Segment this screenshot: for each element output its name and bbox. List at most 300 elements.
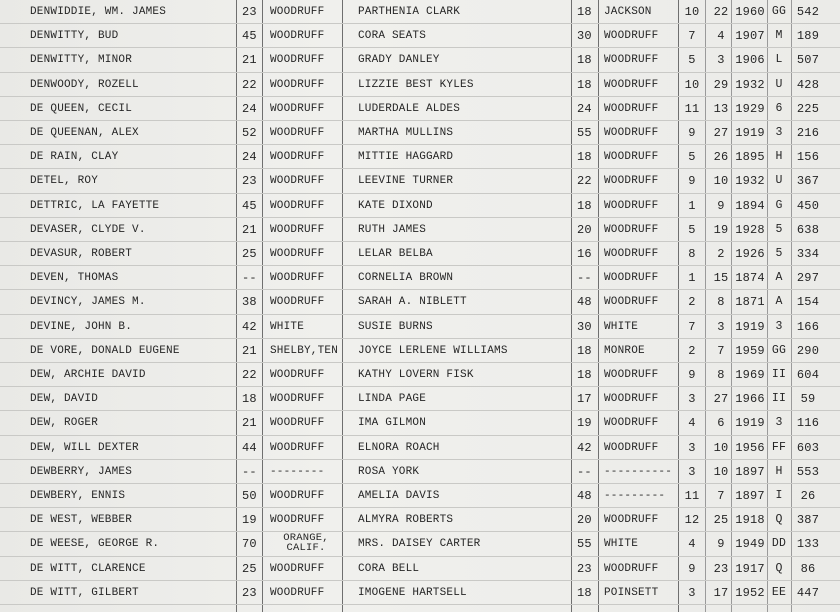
marriage-day: 7 [717, 489, 725, 503]
groom-age: 50 [242, 489, 257, 503]
bride-county: WOODRUFF [604, 562, 659, 575]
bride-county: WOODRUFF [604, 393, 659, 406]
bride-name: LUDERDALE ALDES [358, 102, 461, 115]
groom-county: WOODRUFF [270, 272, 325, 285]
record-book: M [775, 29, 783, 43]
groom-age: 21 [242, 53, 257, 68]
bride-county: JACKSON [604, 6, 652, 18]
marriage-month: 2 [688, 295, 696, 310]
marriage-year: 1966 [735, 392, 765, 407]
bride-county: WOODRUFF [604, 127, 659, 139]
groom-name: DEVINCY, JAMES M. [30, 296, 146, 309]
marriage-day: 6 [717, 416, 725, 431]
record-book: GG [771, 343, 787, 357]
bride-name: KATHY LOVERN FISK [358, 369, 474, 381]
marriage-day: 13 [713, 101, 729, 116]
groom-age: -- [242, 271, 257, 286]
record-row [0, 436, 840, 460]
groom-age: 24 [242, 150, 257, 165]
bride-name: LIZZIE BEST KYLES [358, 78, 474, 91]
bride-age: 55 [577, 126, 592, 140]
marriage-day: 9 [717, 198, 725, 213]
bride-county: MONROE [604, 344, 645, 357]
groom-age: 38 [242, 295, 257, 310]
record-page: 297 [796, 271, 820, 286]
marriage-year: 1897 [735, 489, 765, 503]
record-book: EE [771, 585, 787, 599]
record-book: H [775, 150, 783, 164]
groom-county: WOODRUFF [270, 490, 325, 502]
bride-county: WOODRUFF [604, 102, 659, 115]
bride-county: WOODRUFF [604, 151, 659, 164]
record-page: 86 [800, 561, 816, 576]
marriage-day: 17 [713, 585, 729, 600]
record-row [0, 24, 840, 48]
marriage-year: 1874 [735, 271, 765, 286]
marriage-day: 3 [717, 319, 725, 334]
record-row [0, 194, 840, 218]
marriage-day: 22 [713, 5, 729, 19]
record-book: 3 [775, 416, 783, 430]
bride-county: WOODRUFF [604, 199, 659, 212]
bride-name: CORA SEATS [358, 30, 427, 43]
marriage-month: 7 [688, 319, 696, 334]
groom-name: DENWITTY, BUD [30, 30, 119, 43]
marriage-day: 27 [713, 126, 729, 140]
groom-name: DETTRIC, LA FAYETTE [30, 199, 160, 212]
marriage-day: 10 [713, 464, 729, 479]
record-row [0, 315, 840, 339]
record-page: 216 [796, 126, 820, 140]
marriage-month: 11 [684, 489, 700, 503]
record-page: 604 [796, 368, 820, 382]
groom-age: 21 [242, 416, 257, 431]
marriage-month: 1 [688, 271, 696, 286]
bride-name: IMA GILMON [358, 417, 427, 430]
marriage-year: 1894 [735, 198, 765, 213]
bride-name: LINDA PAGE [358, 393, 427, 406]
marriage-month: 9 [688, 126, 696, 140]
bride-county: WOODRUFF [604, 441, 659, 454]
bride-county: POINSETT [604, 586, 659, 599]
groom-county: WOODRUFF [270, 6, 325, 18]
bride-name: MITTIE HAGGARD [358, 151, 454, 164]
marriage-day: 4 [717, 29, 725, 44]
groom-county: WOODRUFF [270, 417, 325, 430]
record-book: Q [775, 561, 783, 575]
groom-name: DE VORE, DONALD EUGENE [30, 344, 180, 357]
groom-name: DEWBERY, ENNIS [30, 490, 126, 502]
row-rule [0, 604, 840, 605]
bride-age: 48 [577, 295, 592, 310]
bride-county: ---------- [604, 465, 673, 478]
bride-age: 30 [577, 319, 592, 334]
marriage-month: 10 [684, 5, 700, 19]
record-book: II [771, 368, 787, 381]
groom-name: DENWOODY, ROZELL [30, 78, 139, 91]
record-row [0, 48, 840, 72]
marriage-year: 1917 [735, 561, 765, 576]
bride-name: GRADY DANLEY [358, 54, 440, 67]
bride-age: 42 [577, 440, 592, 455]
groom-name: DEW, ROGER [30, 417, 99, 430]
groom-county: WOODRUFF [270, 369, 325, 381]
marriage-year: 1960 [735, 5, 765, 19]
bride-name: KATE DIXOND [358, 199, 433, 212]
bride-age: 30 [577, 29, 592, 44]
marriage-month: 9 [688, 368, 696, 382]
marriage-year: 1895 [735, 150, 765, 165]
marriage-month: 5 [688, 150, 696, 165]
bride-name: MRS. DAISEY CARTER [358, 538, 481, 551]
groom-county: WOODRUFF [270, 441, 325, 454]
record-book: 3 [775, 126, 783, 139]
record-page: 225 [796, 101, 820, 116]
marriage-month: 9 [688, 561, 696, 576]
bride-name: MARTHA MULLINS [358, 127, 454, 139]
groom-age: 70 [242, 537, 257, 552]
groom-name: DE WEST, WEBBER [30, 514, 133, 527]
groom-age: 44 [242, 440, 257, 455]
groom-name: DEW, WILL DEXTER [30, 441, 139, 454]
marriage-year: 1919 [735, 319, 765, 334]
record-row [0, 339, 840, 363]
bride-age: 16 [577, 247, 592, 261]
marriage-month: 3 [688, 392, 696, 407]
marriage-year: 1871 [735, 295, 765, 310]
groom-age: 23 [242, 5, 257, 19]
record-page: 553 [796, 464, 820, 479]
groom-county: WOODRUFF [270, 54, 325, 67]
record-row [0, 218, 840, 242]
record-page: 542 [796, 5, 820, 19]
groom-name: DE RAIN, CLAY [30, 151, 119, 164]
record-book: U [775, 174, 783, 188]
record-row [0, 121, 840, 145]
groom-county: WOODRUFF [270, 78, 325, 91]
groom-name: DE WEESE, GEORGE R. [30, 538, 160, 551]
groom-age: 23 [242, 174, 257, 189]
groom-county: WOODRUFF [270, 586, 325, 599]
record-row [0, 411, 840, 435]
record-book: A [775, 295, 783, 309]
record-row [0, 290, 840, 314]
record-row [0, 508, 840, 532]
marriage-year: 1907 [735, 29, 765, 44]
record-book: G [775, 198, 783, 212]
groom-age: 45 [242, 198, 257, 213]
record-page: 166 [796, 319, 820, 334]
record-page: 133 [796, 537, 820, 552]
groom-county: WOODRUFF [270, 248, 325, 260]
record-book: 6 [775, 101, 783, 115]
record-row [0, 460, 840, 484]
bride-age: 20 [577, 222, 592, 237]
bride-age: 19 [577, 416, 592, 431]
bride-age: 18 [577, 368, 592, 382]
groom-name: DENWITTY, MINOR [30, 54, 133, 67]
record-row [0, 387, 840, 411]
bride-county: WHITE [604, 538, 639, 551]
record-row [0, 97, 840, 121]
bride-county: WOODRUFF [604, 175, 659, 188]
record-book: 5 [775, 247, 783, 260]
groom-age: 22 [242, 368, 257, 382]
record-row [0, 581, 840, 605]
marriage-day: 29 [713, 77, 729, 92]
marriage-month: 3 [688, 464, 696, 479]
bride-county: WOODRUFF [604, 369, 659, 381]
record-row [0, 0, 840, 24]
bride-name: LEEVINE TURNER [358, 175, 454, 188]
marriage-day: 27 [713, 392, 729, 407]
bride-age: 24 [577, 101, 592, 116]
record-row [0, 266, 840, 290]
groom-county: WOODRUFF [270, 30, 325, 43]
record-row [0, 145, 840, 169]
bride-name: ROSA YORK [358, 465, 420, 478]
bride-county: WOODRUFF [604, 54, 659, 67]
groom-name: DE WITT, CLARENCE [30, 562, 146, 575]
bride-county: WOODRUFF [604, 296, 659, 309]
groom-county: WOODRUFF [270, 393, 325, 406]
groom-age: 21 [242, 343, 257, 358]
groom-county: WOODRUFF [270, 562, 325, 575]
groom-name: DENWIDDIE, WM. JAMES [30, 6, 167, 18]
marriage-month: 4 [688, 416, 696, 431]
marriage-day: 9 [717, 537, 725, 552]
bride-county: WOODRUFF [604, 30, 659, 43]
bride-age: 17 [577, 392, 592, 407]
record-row [0, 484, 840, 508]
bride-county: WOODRUFF [604, 78, 659, 91]
groom-county: WOODRUFF [270, 127, 325, 139]
marriage-year: 1928 [735, 222, 765, 237]
groom-age: 25 [242, 561, 257, 576]
record-page: 59 [800, 392, 816, 407]
marriage-month: 5 [688, 53, 696, 68]
marriage-year: 1956 [735, 440, 765, 455]
record-row [0, 242, 840, 266]
record-book: FF [771, 440, 787, 454]
groom-county: WOODRUFF [270, 175, 325, 188]
marriage-year: 1897 [735, 464, 765, 479]
groom-age: 42 [242, 319, 257, 334]
marriage-day: 26 [713, 150, 729, 165]
record-page: 290 [796, 343, 820, 358]
bride-age: 18 [577, 585, 592, 600]
groom-county: -------- [270, 465, 325, 478]
marriage-year: 1906 [735, 53, 765, 68]
record-page: 387 [796, 513, 820, 528]
record-book: Q [775, 513, 783, 527]
marriage-year: 1919 [735, 416, 765, 431]
marriage-year: 1919 [735, 126, 765, 140]
record-row [0, 73, 840, 97]
record-page: 116 [796, 416, 820, 431]
bride-county: WOODRUFF [604, 514, 659, 527]
record-page: 638 [796, 222, 820, 237]
bride-name: RUTH JAMES [358, 223, 427, 236]
marriage-month: 4 [688, 537, 696, 552]
record-book: I [775, 489, 783, 502]
marriage-month: 11 [684, 101, 700, 116]
marriage-day: 25 [713, 513, 729, 528]
marriage-month: 12 [684, 513, 700, 528]
marriage-month: 9 [688, 174, 696, 189]
groom-county: WOODRUFF [270, 151, 325, 164]
marriage-day: 7 [717, 343, 725, 358]
bride-age: 18 [577, 5, 592, 19]
marriage-month: 2 [688, 343, 696, 358]
record-row [0, 363, 840, 387]
groom-name: DEW, DAVID [30, 393, 99, 406]
bride-name: ALMYRA ROBERTS [358, 514, 454, 527]
groom-name: DEVINE, JOHN B. [30, 320, 133, 333]
groom-age: 19 [242, 513, 257, 528]
record-row [0, 532, 840, 556]
record-page: 26 [800, 489, 816, 503]
groom-county: WOODRUFF [270, 102, 325, 115]
marriage-month: 1 [688, 198, 696, 213]
marriage-day: 3 [717, 53, 725, 68]
record-book: DD [771, 537, 787, 551]
marriage-day: 15 [713, 271, 729, 286]
groom-age: 18 [242, 392, 257, 407]
marriage-year: 1926 [735, 247, 765, 261]
marriage-month: 7 [688, 29, 696, 44]
bride-county: WOODRUFF [604, 272, 659, 285]
record-page: 367 [796, 174, 820, 189]
marriage-month: 3 [688, 440, 696, 455]
record-book: U [775, 77, 783, 91]
groom-age: 22 [242, 77, 257, 92]
record-book: 5 [775, 222, 783, 236]
marriage-year: 1959 [735, 343, 765, 358]
groom-age: 45 [242, 29, 257, 44]
groom-name: DEVEN, THOMAS [30, 272, 119, 285]
bride-age: 48 [577, 489, 592, 503]
groom-age: 23 [242, 585, 257, 600]
groom-name: DEVASUR, ROBERT [30, 248, 133, 260]
groom-age: 52 [242, 126, 257, 140]
bride-age: 18 [577, 77, 592, 92]
bride-age: 20 [577, 513, 592, 528]
marriage-day: 19 [713, 222, 729, 237]
record-page: 154 [796, 295, 820, 310]
bride-name: ELNORA ROACH [358, 441, 440, 454]
groom-name: DE QUEEN, CECIL [30, 102, 133, 115]
bride-name: CORNELIA BROWN [358, 272, 454, 285]
groom-name: DEVASER, CLYDE V. [30, 223, 146, 236]
marriage-day: 10 [713, 174, 729, 189]
bride-name: JOYCE LERLENE WILLIAMS [358, 344, 508, 357]
record-book: L [775, 53, 783, 67]
record-page: 189 [796, 29, 820, 44]
groom-county: WOODRUFF [270, 199, 325, 212]
groom-county: ORANGE, CALIF. [283, 533, 329, 555]
bride-name: LELAR BELBA [358, 248, 433, 260]
marriage-month: 3 [688, 585, 696, 600]
marriage-year: 1952 [735, 585, 765, 600]
marriage-month: 10 [684, 77, 700, 92]
groom-county: WOODRUFF [270, 223, 325, 236]
record-row [0, 557, 840, 581]
groom-age: 21 [242, 222, 257, 237]
bride-county: --------- [604, 490, 666, 502]
bride-age: 18 [577, 198, 592, 213]
bride-age: 22 [577, 174, 592, 189]
marriage-day: 2 [717, 247, 725, 261]
bride-county: WOODRUFF [604, 417, 659, 430]
record-page: 603 [796, 440, 820, 455]
marriage-year: 1929 [735, 101, 765, 116]
bride-name: CORA BELL [358, 562, 420, 575]
record-page: 334 [796, 247, 820, 261]
bride-age: 18 [577, 343, 592, 358]
marriage-year: 1932 [735, 174, 765, 189]
marriage-month: 8 [688, 247, 696, 261]
groom-age: 24 [242, 101, 257, 116]
groom-name: DE QUEENAN, ALEX [30, 127, 139, 139]
bride-age: -- [577, 464, 592, 479]
record-book: H [775, 464, 783, 478]
record-row [0, 169, 840, 193]
groom-age: 25 [242, 247, 257, 261]
marriage-year: 1969 [735, 368, 765, 382]
groom-county: SHELBY,TEN [270, 344, 339, 357]
record-book: 3 [775, 319, 783, 333]
marriage-year: 1949 [735, 537, 765, 552]
marriage-month: 5 [688, 222, 696, 237]
bride-name: SUSIE BURNS [358, 320, 433, 333]
groom-name: DEW, ARCHIE DAVID [30, 369, 146, 381]
marriage-day: 8 [717, 368, 725, 382]
marriage-year: 1918 [735, 513, 765, 528]
bride-age: 18 [577, 150, 592, 165]
bride-county: WOODRUFF [604, 248, 659, 260]
marriage-day: 8 [717, 295, 725, 310]
record-book: II [771, 392, 787, 406]
marriage-day: 23 [713, 561, 729, 576]
bride-name: AMELIA DAVIS [358, 490, 440, 502]
record-page: 428 [796, 77, 820, 92]
record-book: GG [771, 5, 787, 18]
record-page: 447 [796, 585, 820, 600]
bride-age: 18 [577, 53, 592, 68]
groom-name: DEWBERRY, JAMES [30, 465, 133, 478]
bride-name: IMOGENE HARTSELL [358, 586, 467, 599]
bride-county: WOODRUFF [604, 223, 659, 236]
marriage-day: 10 [713, 440, 729, 455]
groom-age: -- [242, 464, 257, 479]
bride-name: PARTHENIA CLARK [358, 6, 461, 18]
bride-age: 55 [577, 537, 592, 552]
bride-age: -- [577, 271, 592, 286]
groom-county: WOODRUFF [270, 514, 325, 527]
bride-county: WHITE [604, 320, 639, 333]
groom-name: DE WITT, GILBERT [30, 586, 139, 599]
groom-name: DETEL, ROY [30, 175, 99, 188]
marriage-year: 1932 [735, 77, 765, 92]
record-page: 507 [796, 53, 820, 68]
bride-age: 23 [577, 561, 592, 576]
bride-name: SARAH A. NIBLETT [358, 296, 467, 309]
record-book: A [775, 271, 783, 285]
groom-county: WHITE [270, 320, 305, 333]
groom-county: WOODRUFF [270, 296, 325, 309]
record-page: 450 [796, 198, 820, 213]
